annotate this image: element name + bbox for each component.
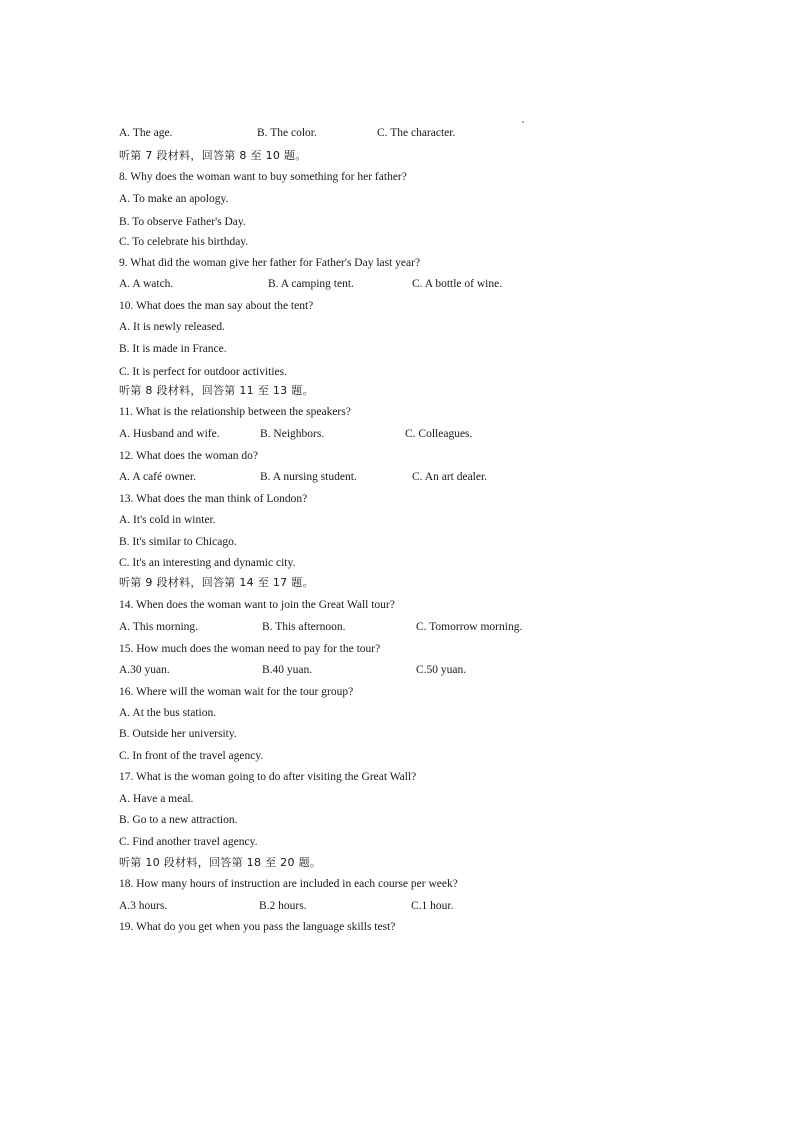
question-line: 15. How much does the woman need to pay for the tour?: [119, 643, 381, 655]
question-line: C. It's an interesting and dynamic city.: [119, 557, 296, 569]
answer-option: C.50 yuan.: [416, 664, 467, 676]
answer-option: C. Tomorrow morning.: [416, 621, 523, 633]
answer-option: B.40 yuan.: [262, 664, 313, 676]
question-line: 19. What do you get when you pass the language skills test?: [119, 921, 396, 933]
question-line: A. It is newly released.: [119, 321, 226, 333]
question-line: C. Find another travel agency.: [119, 836, 258, 848]
question-line: A. To make an apology.: [119, 193, 229, 205]
question-line: C. It is perfect for outdoor activities.: [119, 366, 287, 378]
question-line: B. It is made in France.: [119, 343, 227, 355]
question-line: C. To celebrate his birthday.: [119, 236, 249, 248]
section-instruction: 听第 9 段材料，回答第 14 至 17 题。: [119, 576, 314, 589]
question-line: B. To observe Father's Day.: [119, 216, 246, 228]
answer-option: B. The color.: [257, 127, 317, 139]
stray-mark: [522, 121, 524, 123]
answer-option: A. This morning.: [119, 621, 199, 633]
question-line: 10. What does the man say about the tent?: [119, 300, 314, 312]
answer-option: B. A nursing student.: [260, 471, 357, 483]
question-line: 14. When does the woman want to join the Great Wall tour?: [119, 599, 395, 611]
answer-option: C. Colleagues.: [405, 428, 473, 440]
answer-option: A. Husband and wife.: [119, 428, 220, 440]
section-instruction: 听第 8 段材料，回答第 11 至 13 题。: [119, 384, 314, 397]
question-line: 17. What is the woman going to do after visiting the Great Wall?: [119, 771, 417, 783]
answer-option: A. A café owner.: [119, 471, 196, 483]
question-line: C. In front of the travel agency.: [119, 750, 264, 762]
answer-option: A. A watch.: [119, 278, 174, 290]
answer-option: B. This afternoon.: [262, 621, 346, 633]
question-line: 12. What does the woman do?: [119, 450, 259, 462]
question-line: B. It's similar to Chicago.: [119, 536, 237, 548]
question-line: 13. What does the man think of London?: [119, 493, 308, 505]
answer-option: A.3 hours.: [119, 900, 168, 912]
section-instruction: 听第 7 段材料，回答第 8 至 10 题。: [119, 149, 307, 162]
answer-option: C.1 hour.: [411, 900, 454, 912]
question-line: A. At the bus station.: [119, 707, 217, 719]
answer-option: B. Neighbors.: [260, 428, 325, 440]
question-line: 8. Why does the woman want to buy something for her father?: [119, 171, 407, 183]
answer-option: B.2 hours.: [259, 900, 307, 912]
answer-option: C. An art dealer.: [412, 471, 488, 483]
question-line: 9. What did the woman give her father for Father's Day last year?: [119, 257, 421, 269]
answer-option: B. A camping tent.: [268, 278, 354, 290]
question-line: 11. What is the relationship between the speakers?: [119, 406, 351, 418]
question-line: B. Outside her university.: [119, 728, 237, 740]
section-instruction: 听第 10 段材料，回答第 18 至 20 题。: [119, 856, 322, 869]
question-line: 18. How many hours of instruction are included in each course per week?: [119, 878, 458, 890]
answer-option: A.30 yuan.: [119, 664, 170, 676]
question-line: A. Have a meal.: [119, 793, 194, 805]
answer-option: C. The character.: [377, 127, 456, 139]
question-line: A. It's cold in winter.: [119, 514, 216, 526]
answer-option: C. A bottle of wine.: [412, 278, 503, 290]
question-line: 16. Where will the woman wait for the tour group?: [119, 686, 354, 698]
answer-option: A. The age.: [119, 127, 173, 139]
question-line: B. Go to a new attraction.: [119, 814, 238, 826]
